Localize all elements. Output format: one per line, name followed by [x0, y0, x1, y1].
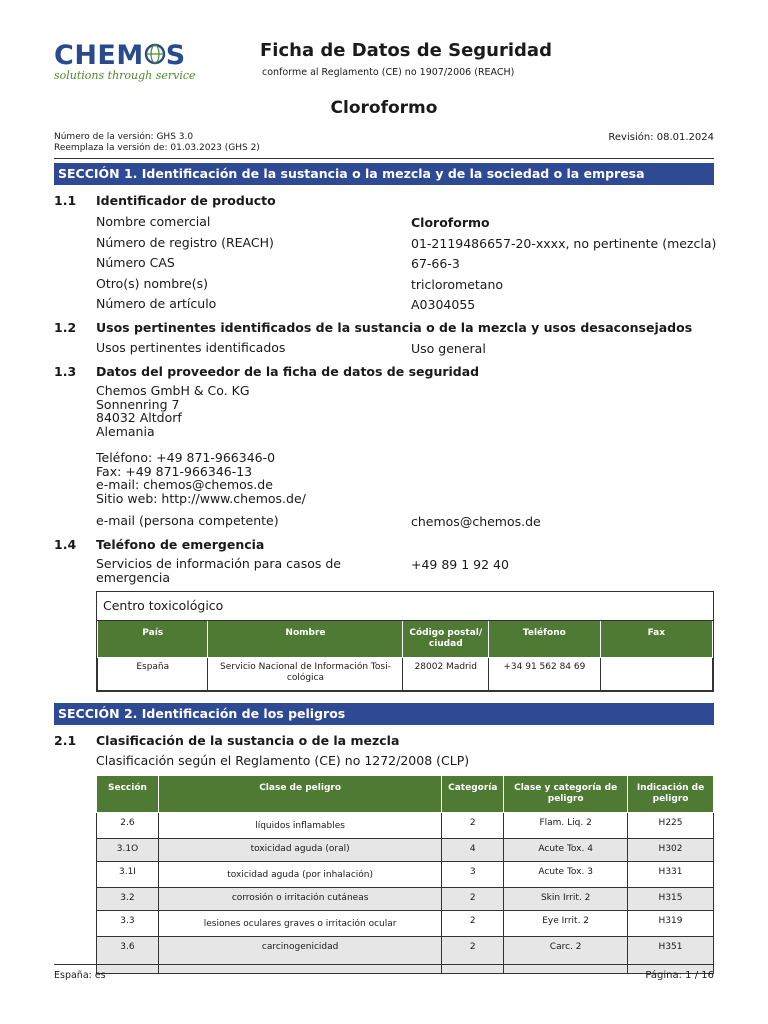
table-cell: lesiones oculares graves o irritación ocular [158, 911, 441, 937]
table-cell: Acute Tox. 3 [504, 862, 628, 888]
column-header: País [98, 621, 208, 658]
table-cell: 3 [442, 862, 504, 888]
revision-date: Revisión: 08.01.2024 [608, 132, 714, 143]
table-cell: España [98, 658, 208, 691]
table-cell: H315 [628, 888, 714, 911]
logo-text-left: CHEM [54, 40, 144, 71]
table-cell: +34 91 562 84 69 [489, 658, 601, 691]
table-cell: carcinogenicidad [158, 937, 441, 974]
table-cell: 28002 Madrid [403, 658, 489, 691]
address-line: Alemania [96, 423, 155, 439]
table-cell: 2.6 [97, 813, 159, 839]
table-cell: H331 [628, 862, 714, 888]
replaces-version: Reemplaza la versión de: 01.03.2023 (GHS 2) [54, 143, 260, 153]
hazard-classification-table [96, 775, 714, 974]
table-cell: 3.6 [97, 937, 159, 974]
product-name: Cloroformo [330, 98, 438, 118]
table-row [97, 813, 714, 839]
column-header: Fax [600, 621, 712, 658]
table-cell: líquidos inflamables [158, 813, 441, 839]
field-value: triclorometano [411, 277, 504, 292]
table-header-row [97, 776, 714, 813]
table-cell: toxicidad aguda (oral) [158, 839, 441, 862]
table-cell: 2 [442, 911, 504, 937]
field-value: 67-66-3 [411, 256, 460, 271]
table-cell: corrosión o irritación cutáneas [158, 888, 441, 911]
subsection-number: 1.3 [54, 364, 77, 379]
table-cell: 3.2 [97, 888, 159, 911]
logo-tagline: solutions through service [54, 69, 196, 82]
company-logo [54, 40, 204, 90]
field-label: Otro(s) nombre(s) [96, 276, 208, 291]
table-cell: Carc. 2 [504, 937, 628, 974]
field-value: 01-2119486657-20-xxxx, no pertinente (mezcla) [411, 236, 717, 251]
subsection-number: 1.2 [54, 320, 77, 335]
table-row [97, 839, 714, 862]
table-cell [600, 658, 712, 691]
table-cell: 3.1I [97, 862, 159, 888]
document-subtitle: conforme al Reglamento (CE) no 1907/2006 (REACH) [262, 67, 515, 78]
page-number: Página: 1 / 16 [645, 970, 714, 981]
contact-fax: Fax: +49 871-966346-13 [96, 463, 253, 479]
subsection-number: 1.1 [54, 193, 77, 208]
field-label [96, 557, 341, 585]
document-title: Ficha de Datos de Seguridad [260, 40, 552, 61]
logo-wordmark [54, 40, 186, 71]
footer-divider [54, 964, 714, 965]
column-header: Teléfono [489, 621, 601, 658]
poison-center-table [96, 591, 714, 692]
subsection-number: 1.4 [54, 537, 77, 552]
subsection-heading: Teléfono de emergencia [96, 537, 265, 552]
version-number: Número de la versión: GHS 3.0 [54, 132, 194, 142]
subsection-heading: Clasificación de la sustancia o de la mezcla [96, 733, 400, 748]
table-row [97, 862, 714, 888]
competent-email: chemos@chemos.de [411, 514, 541, 529]
contact-phone: Teléfono: +49 871-966346-0 [96, 450, 276, 465]
field-label-line: Servicios de información para casos de [96, 556, 341, 571]
table-cell: H225 [628, 813, 714, 839]
classification-line: Clasificación según el Reglamento (CE) no 1272/2008 (CLP) [96, 753, 470, 768]
table-cell: H302 [628, 839, 714, 862]
table-cell: 4 [442, 839, 504, 862]
table-header-row [98, 621, 713, 658]
table-caption: Centro toxicológico [97, 592, 713, 621]
emergency-phone: +49 89 1 92 40 [411, 557, 509, 572]
column-header: Categoría [442, 776, 504, 813]
table-cell: toxicidad aguda (por inhalación) [158, 862, 441, 888]
table-cell: 2 [442, 888, 504, 911]
table-cell: Acute Tox. 4 [504, 839, 628, 862]
table-row [98, 658, 713, 691]
globe-icon [144, 43, 166, 65]
column-header: Sección [97, 776, 159, 813]
logo-text-right: S [165, 40, 186, 71]
column-header: Nombre [208, 621, 403, 658]
section-2-bar: SECCIÓN 2. Identificación de los peligros [54, 703, 714, 725]
table-cell: Flam. Liq. 2 [504, 813, 628, 839]
field-value: A0304055 [411, 297, 476, 312]
contact-website: Sitio web: http://www.chemos.de/ [96, 490, 306, 506]
contact-email: e-mail: chemos@chemos.de [96, 477, 273, 492]
field-value: Uso general [411, 341, 486, 356]
table-cell: 2 [442, 813, 504, 839]
table-cell: H319 [628, 911, 714, 937]
table-cell: Servicio Nacional de Información Tosi-cológica [208, 658, 403, 691]
table-cell: H351 [628, 937, 714, 974]
address-line: Chemos GmbH & Co. KG [96, 383, 250, 398]
field-label: Número de artículo [96, 296, 217, 311]
table-cell: Skin Irrit. 2 [504, 888, 628, 911]
column-header: Clase de peligro [158, 776, 441, 813]
header-divider [54, 158, 714, 159]
supplier-address [96, 384, 250, 438]
subsection-heading: Usos pertinentes identificados de la sustancia o de la mezcla y usos desaconsejados [96, 320, 693, 335]
table-cell: 3.3 [97, 911, 159, 937]
supplier-contact [96, 451, 306, 505]
subsection-heading: Identificador de producto [96, 193, 276, 208]
field-label-line: emergencia [96, 570, 171, 585]
subsection-number: 2.1 [54, 733, 77, 748]
column-header: Indicación de peligro [628, 776, 714, 813]
address-line: 84032 Altdorf [96, 410, 182, 425]
table-cell: 3.1O [97, 839, 159, 862]
field-value: Cloroformo [411, 215, 490, 230]
field-label: e-mail (persona competente) [96, 513, 279, 528]
table-row [97, 888, 714, 911]
section-1-bar: SECCIÓN 1. Identificación de la sustancia o la mezcla y de la sociedad o la empresa [54, 163, 714, 185]
subsection-heading: Datos del proveedor de la ficha de datos de seguridad [96, 364, 480, 379]
column-header: Clase y categoría de peligro [504, 776, 628, 813]
table-cell: 2 [442, 937, 504, 974]
address-line: Sonnenring 7 [96, 396, 180, 412]
table-row [97, 911, 714, 937]
table-cell: Eye Irrit. 2 [504, 911, 628, 937]
poison-center-grid [97, 621, 713, 691]
column-header: Código postal/ ciudad [403, 621, 489, 658]
table-row [97, 937, 714, 974]
field-label: Número CAS [96, 255, 175, 270]
field-label: Número de registro (REACH) [96, 235, 274, 250]
footer-locale: España: es [54, 970, 106, 981]
field-label: Usos pertinentes identificados [96, 340, 286, 355]
field-label: Nombre comercial [96, 214, 211, 229]
